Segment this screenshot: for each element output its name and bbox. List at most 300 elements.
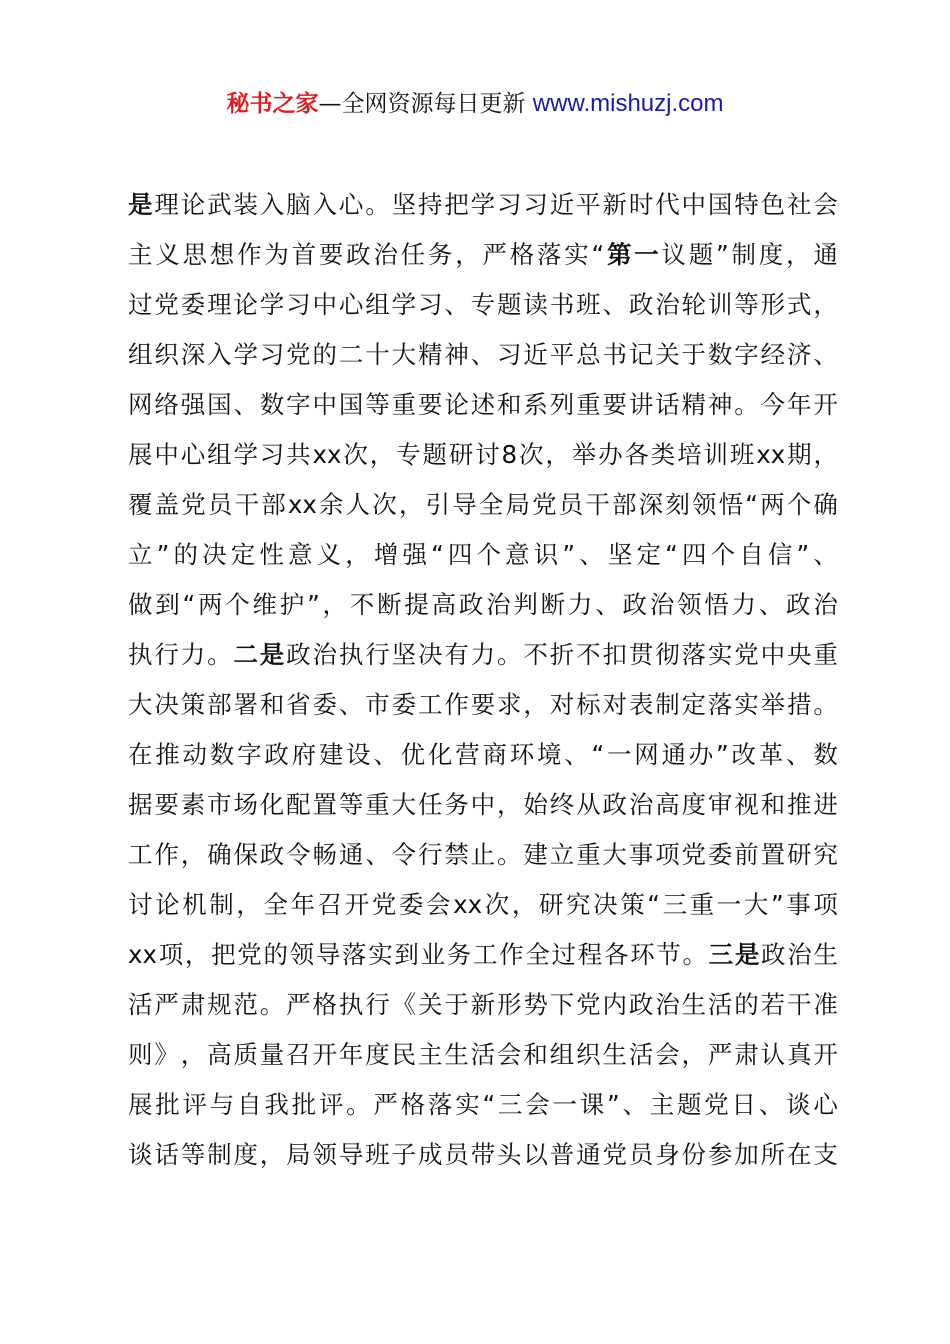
text-char: 止 bbox=[470, 840, 496, 869]
text-char: 的 bbox=[312, 340, 338, 369]
text-char: 社 bbox=[786, 190, 812, 219]
text-char: 业 bbox=[420, 940, 446, 969]
text-char: 政 bbox=[761, 940, 786, 969]
text-char: 、 bbox=[338, 690, 364, 719]
text-char: 项 bbox=[813, 890, 838, 919]
text-char: 成 bbox=[417, 1140, 443, 1169]
text-char: 任 bbox=[400, 240, 426, 269]
text-char: 和 bbox=[259, 690, 285, 719]
text-char: 节 bbox=[656, 940, 681, 969]
text-char: 中 bbox=[312, 290, 338, 319]
text-char: 标 bbox=[576, 690, 601, 719]
text-char: 论 bbox=[444, 390, 469, 419]
text-char: 意 bbox=[505, 540, 530, 569]
text-char: 全 bbox=[525, 940, 550, 969]
text-char: 课 bbox=[579, 1090, 605, 1119]
text-char: 络 bbox=[154, 390, 179, 419]
text-char: 开 bbox=[813, 1040, 838, 1069]
text-char: 设 bbox=[346, 740, 371, 769]
text-char: 严 bbox=[707, 1040, 733, 1069]
text-char: 数 bbox=[707, 340, 733, 369]
text-char: ” bbox=[307, 590, 320, 619]
text-char: 定 bbox=[230, 540, 256, 569]
text-char: 政 bbox=[786, 590, 811, 619]
text-char: 。 bbox=[682, 940, 707, 969]
text-char: 谈 bbox=[128, 1140, 153, 1169]
text-char: 心 bbox=[180, 440, 206, 469]
text-char: 落 bbox=[707, 690, 733, 719]
text-char: 大 bbox=[128, 690, 153, 719]
text-char: 部 bbox=[261, 490, 286, 519]
text-char: 会 bbox=[497, 1040, 522, 1069]
text-char: 讨 bbox=[475, 440, 500, 469]
text-char: 的 bbox=[173, 540, 198, 569]
text-char: 会 bbox=[813, 190, 838, 219]
text-char: 。 bbox=[346, 1090, 371, 1119]
text-char: 究 bbox=[813, 840, 838, 869]
text-char: 训 bbox=[707, 290, 733, 319]
text-char: 素 bbox=[180, 790, 206, 819]
bold-text: 是 bbox=[128, 190, 153, 219]
text-char: ” bbox=[156, 540, 170, 569]
text-char: 优 bbox=[400, 740, 426, 769]
text-char: 市 bbox=[365, 690, 390, 719]
text-char: 治 bbox=[787, 940, 812, 969]
text-char: ” bbox=[796, 540, 810, 569]
text-char: 主 bbox=[128, 240, 153, 269]
text-char: 加 bbox=[734, 1140, 759, 1169]
text-char: 武 bbox=[207, 190, 232, 219]
bold-text: 第 bbox=[606, 240, 632, 269]
text-char: 习 bbox=[497, 190, 522, 219]
text-char: 首 bbox=[291, 240, 317, 269]
text-char: 前 bbox=[734, 840, 759, 869]
text-char: 十 bbox=[365, 340, 390, 369]
text-char: 国 bbox=[707, 190, 733, 219]
text-char: 在 bbox=[128, 740, 153, 769]
text-line bbox=[128, 280, 838, 330]
text-char: 务 bbox=[446, 940, 472, 969]
text-char: 个 bbox=[786, 490, 812, 519]
text-char: 范 bbox=[233, 990, 258, 1019]
text-char: 领 bbox=[289, 940, 315, 969]
text-char: 和 bbox=[760, 790, 786, 819]
text-char: 。 bbox=[497, 640, 522, 669]
text-char: 悟 bbox=[704, 590, 729, 619]
text-char: 制 bbox=[731, 240, 757, 269]
text-char: 生 bbox=[813, 940, 838, 969]
text-char: 为 bbox=[264, 240, 289, 269]
text-char: 和 bbox=[497, 390, 522, 419]
text-char: 身 bbox=[655, 1140, 680, 1169]
text-char: 干 bbox=[786, 990, 812, 1019]
text-char: 学 bbox=[233, 340, 258, 369]
text-char: 提 bbox=[404, 590, 429, 619]
text-char: 份 bbox=[681, 1140, 707, 1169]
text-char: 次 bbox=[518, 440, 544, 469]
text-char: 深 bbox=[180, 340, 206, 369]
text-char: ， bbox=[184, 940, 210, 969]
text-char: 习 bbox=[497, 340, 522, 369]
text-char: 确 bbox=[207, 840, 232, 869]
text-char: “ bbox=[665, 540, 678, 569]
text-char: 力 bbox=[567, 590, 593, 619]
text-char: 等 bbox=[180, 1140, 206, 1169]
text-char: 重 bbox=[576, 390, 601, 419]
text-char: 增 bbox=[373, 540, 399, 569]
text-char: 质 bbox=[233, 1040, 258, 1069]
text-char: 的 bbox=[263, 940, 288, 969]
text-char: 真 bbox=[786, 1040, 812, 1069]
text-char: 政 bbox=[628, 290, 654, 319]
text-char: 做 bbox=[128, 590, 153, 619]
text-char: 员 bbox=[207, 490, 233, 519]
text-char: 四 bbox=[447, 540, 473, 569]
text-char: 究 bbox=[566, 890, 591, 919]
text-char: 义 bbox=[316, 540, 342, 569]
text-char: 导 bbox=[315, 940, 341, 969]
text-char: 对 bbox=[549, 690, 575, 719]
text-char: 党 bbox=[181, 490, 206, 519]
text-char: ， bbox=[236, 890, 261, 919]
text-char: 年 bbox=[786, 390, 812, 419]
text-char: 通 bbox=[576, 1140, 601, 1169]
text-char: 执 bbox=[128, 640, 153, 669]
text-char: 作 bbox=[237, 240, 262, 269]
text-char: 论 bbox=[155, 890, 180, 919]
text-char: 平 bbox=[549, 340, 575, 369]
text-char: 实 bbox=[455, 1090, 480, 1119]
text-char: 。 bbox=[207, 640, 232, 669]
text-char: 策 bbox=[180, 690, 206, 719]
text-char: 活 bbox=[628, 1040, 654, 1069]
text-char: 话 bbox=[154, 1140, 179, 1169]
text-char: 环 bbox=[630, 940, 655, 969]
text-char: 若 bbox=[760, 990, 786, 1019]
text-char: 党 bbox=[734, 640, 759, 669]
text-char: 贯 bbox=[628, 640, 654, 669]
text-char: 治 bbox=[373, 240, 398, 269]
text-char: 个 bbox=[710, 540, 736, 569]
text-char: 推 bbox=[155, 740, 180, 769]
text-char: 余 bbox=[318, 490, 344, 519]
text-line bbox=[128, 430, 838, 480]
text-char: 通 bbox=[813, 240, 838, 269]
text-char: 、 bbox=[564, 740, 589, 769]
text-char: 务 bbox=[427, 240, 453, 269]
text-char: 谈 bbox=[786, 1090, 811, 1119]
text-char: 行 bbox=[154, 640, 179, 669]
text-char: 强 bbox=[402, 540, 427, 569]
text-char: 强 bbox=[180, 390, 206, 419]
text-char: 重 bbox=[391, 390, 417, 419]
text-char: 入 bbox=[207, 340, 232, 369]
bold-text: 三 bbox=[708, 940, 734, 969]
text-char: 度 bbox=[758, 240, 784, 269]
text-char: 批 bbox=[155, 1090, 180, 1119]
text-char: 、 bbox=[444, 290, 469, 319]
text-char: 令 bbox=[286, 840, 311, 869]
text-char: 改 bbox=[731, 740, 757, 769]
text-char: 党 bbox=[371, 890, 397, 919]
text-char: ， bbox=[523, 690, 548, 719]
text-char: ， bbox=[259, 1140, 285, 1169]
text-line bbox=[128, 680, 838, 730]
text-char: 字 bbox=[237, 740, 262, 769]
text-char: 过 bbox=[551, 940, 576, 969]
text-char: “ bbox=[591, 740, 605, 769]
text-char: 治 bbox=[655, 290, 680, 319]
text-char: 二 bbox=[338, 340, 364, 369]
text-char: 班 bbox=[729, 440, 755, 469]
text-char: 措 bbox=[786, 690, 812, 719]
text-char: 日 bbox=[731, 1090, 757, 1119]
text-char: 普 bbox=[549, 1140, 575, 1169]
text-char: 理 bbox=[207, 290, 232, 319]
text-char: 以 bbox=[523, 1140, 548, 1169]
text-char: 党 bbox=[704, 1090, 729, 1119]
text-char: 、 bbox=[373, 740, 398, 769]
text-char: 制 bbox=[207, 1140, 232, 1169]
text-char: 、 bbox=[758, 1090, 784, 1119]
text-char: 数 bbox=[209, 740, 235, 769]
text-line bbox=[128, 630, 838, 680]
text-char: 治 bbox=[312, 640, 338, 669]
text-char: 组 bbox=[207, 440, 232, 469]
text-char: 大 bbox=[391, 790, 417, 819]
text-char: 义 bbox=[155, 240, 180, 269]
text-char: 重 bbox=[689, 890, 715, 919]
text-char: 会 bbox=[525, 1090, 550, 1119]
text-char: xx bbox=[756, 440, 786, 469]
document-body bbox=[128, 180, 838, 1180]
text-char: 员 bbox=[628, 1140, 654, 1169]
text-char: 畅 bbox=[312, 840, 338, 869]
text-char: 研 bbox=[538, 890, 564, 919]
text-char: 学 bbox=[259, 290, 285, 319]
text-char: 委 bbox=[391, 690, 417, 719]
text-char: 彻 bbox=[655, 640, 680, 669]
text-char: 研 bbox=[448, 440, 474, 469]
text-char: 近 bbox=[549, 190, 575, 219]
text-char: 重 bbox=[576, 840, 601, 869]
text-char: 肃 bbox=[180, 990, 206, 1019]
text-char: 严 bbox=[154, 990, 179, 1019]
text-char: “ bbox=[647, 890, 660, 919]
text-char: 、 bbox=[813, 540, 838, 569]
text-char: 精 bbox=[681, 390, 707, 419]
text-char: 等 bbox=[365, 390, 390, 419]
text-char: 形 bbox=[497, 990, 522, 1019]
text-char: 建 bbox=[523, 840, 548, 869]
text-char: 今 bbox=[760, 390, 786, 419]
text-char: 党 bbox=[237, 940, 262, 969]
text-char: xx bbox=[287, 490, 317, 519]
text-char: 局 bbox=[286, 1140, 311, 1169]
text-char: 立 bbox=[128, 540, 153, 569]
text-line bbox=[128, 380, 838, 430]
text-char: 三 bbox=[662, 890, 688, 919]
text-char: 环 bbox=[509, 740, 535, 769]
text-char: 府 bbox=[291, 740, 317, 769]
text-char: 深 bbox=[638, 490, 664, 519]
text-char: 置 bbox=[312, 790, 338, 819]
text-char: 中 bbox=[470, 790, 496, 819]
text-char: 、 bbox=[233, 390, 258, 419]
text-char: ， bbox=[369, 440, 395, 469]
text-char: 重 bbox=[813, 640, 838, 669]
text-char: 举 bbox=[760, 690, 786, 719]
text-char: 、 bbox=[595, 590, 620, 619]
text-char: 配 bbox=[286, 790, 311, 819]
text-line bbox=[128, 180, 838, 230]
text-char: 把 bbox=[211, 940, 236, 969]
text-char: 召 bbox=[317, 890, 343, 919]
text-char: 理 bbox=[154, 190, 179, 219]
text-char: 习 bbox=[259, 440, 285, 469]
text-char: 事 bbox=[628, 840, 654, 869]
text-char: 、 bbox=[470, 340, 496, 369]
text-char: 的 bbox=[734, 990, 759, 1019]
text-char: 国 bbox=[338, 390, 364, 419]
text-char: 年 bbox=[338, 1040, 364, 1069]
text-char: 培 bbox=[677, 440, 702, 469]
text-char: 员 bbox=[444, 1140, 469, 1169]
text-char: 治 bbox=[649, 590, 675, 619]
text-char: 次 bbox=[343, 440, 368, 469]
text-char: 刻 bbox=[665, 490, 690, 519]
text-char: 治 bbox=[813, 590, 838, 619]
text-char: ， bbox=[497, 790, 522, 819]
text-char: 书 bbox=[549, 290, 575, 319]
text-char: 次 bbox=[484, 890, 510, 919]
text-char: 员 bbox=[558, 490, 584, 519]
text-char: xx bbox=[128, 940, 157, 969]
text-char: 委 bbox=[707, 840, 733, 869]
text-char: ， bbox=[813, 290, 838, 319]
text-char: 等 bbox=[338, 790, 364, 819]
text-char: 决 bbox=[417, 640, 443, 669]
text-char: 断 bbox=[540, 590, 566, 619]
text-char: ” bbox=[606, 1090, 620, 1119]
text-char: 新 bbox=[470, 990, 496, 1019]
text-char: 要 bbox=[417, 390, 443, 419]
text-char: 、 bbox=[758, 590, 784, 619]
text-char: 力 bbox=[731, 590, 757, 619]
text-char: 关 bbox=[655, 340, 680, 369]
text-char: 年 bbox=[290, 890, 316, 919]
text-char: 作 bbox=[444, 690, 469, 719]
text-char: 作 bbox=[154, 840, 179, 869]
text-char: 入 bbox=[259, 190, 285, 219]
text-char: 据 bbox=[128, 790, 153, 819]
text-char: 领 bbox=[676, 590, 702, 619]
text-char: 生 bbox=[444, 1040, 469, 1069]
text-char: 列 bbox=[549, 390, 575, 419]
text-char: 推 bbox=[786, 790, 812, 819]
text-line bbox=[128, 1030, 838, 1080]
text-char: 自 bbox=[739, 540, 764, 569]
text-char: 入 bbox=[312, 190, 338, 219]
text-char: 济 bbox=[786, 340, 812, 369]
text-char: 干 bbox=[234, 490, 260, 519]
text-char: 所 bbox=[760, 1140, 786, 1169]
text-char: 大 bbox=[743, 890, 769, 919]
text-char: 实 bbox=[707, 640, 733, 669]
text-char: ， bbox=[813, 440, 838, 469]
text-char: 落 bbox=[427, 1090, 453, 1119]
text-char: 坚 bbox=[607, 540, 633, 569]
text-char: 覆 bbox=[128, 490, 153, 519]
text-char: 。 bbox=[259, 990, 285, 1019]
text-char: 题 bbox=[676, 1090, 702, 1119]
bold-text: 是 bbox=[734, 940, 760, 969]
text-line bbox=[128, 930, 838, 980]
text-char: 会 bbox=[655, 1040, 680, 1069]
text-line bbox=[128, 780, 838, 830]
text-char: 各 bbox=[603, 940, 629, 969]
text-char: 系 bbox=[523, 390, 548, 419]
text-char: “ bbox=[745, 490, 758, 519]
text-char: 性 bbox=[259, 540, 284, 569]
text-char: ， bbox=[180, 840, 206, 869]
text-char: 决 bbox=[202, 540, 227, 569]
text-char: 。 bbox=[497, 840, 522, 869]
text-char: 党 bbox=[154, 290, 179, 319]
text-char: 班 bbox=[365, 1140, 390, 1169]
text-char: 中 bbox=[681, 190, 707, 219]
text-char: 量 bbox=[259, 1040, 285, 1069]
text-char: 心 bbox=[338, 190, 364, 219]
text-char: 化 bbox=[259, 790, 285, 819]
text-char: 策 bbox=[620, 890, 645, 919]
text-char: 进 bbox=[813, 790, 838, 819]
text-char: 8 bbox=[501, 440, 518, 469]
text-char: 政 bbox=[264, 740, 289, 769]
text-char: 高 bbox=[431, 590, 457, 619]
text-char: 专 bbox=[396, 440, 421, 469]
text-char: 导 bbox=[452, 490, 477, 519]
text-char: 讲 bbox=[628, 390, 654, 419]
text-char: 领 bbox=[312, 1140, 338, 1169]
text-char: 中 bbox=[154, 440, 179, 469]
text-char: 制 bbox=[655, 690, 680, 719]
text-char: 人 bbox=[345, 490, 371, 519]
text-char: “ bbox=[591, 240, 605, 269]
text-char: 主 bbox=[417, 1040, 443, 1069]
text-char: ， bbox=[545, 440, 570, 469]
text-char: 商 bbox=[482, 740, 507, 769]
site-url[interactable]: www.mishuzj.com bbox=[532, 90, 724, 117]
text-char: 党 bbox=[576, 990, 601, 1019]
text-char: 确 bbox=[813, 490, 838, 519]
text-char: 一 bbox=[606, 740, 632, 769]
text-char: 央 bbox=[786, 640, 812, 669]
text-char: 政 bbox=[602, 790, 627, 819]
text-char: 特 bbox=[734, 190, 759, 219]
text-char: 项 bbox=[158, 940, 184, 969]
text-line bbox=[128, 230, 838, 280]
text-char: 置 bbox=[760, 840, 786, 869]
text-char: 办 bbox=[598, 440, 623, 469]
text-char: 扣 bbox=[602, 640, 627, 669]
text-char: 要 bbox=[318, 240, 344, 269]
text-char: 三 bbox=[497, 1090, 523, 1119]
text-char: 政 bbox=[259, 840, 285, 869]
text-char: 党 bbox=[532, 490, 557, 519]
text-char: 实 bbox=[564, 240, 589, 269]
text-char: 视 bbox=[734, 790, 759, 819]
